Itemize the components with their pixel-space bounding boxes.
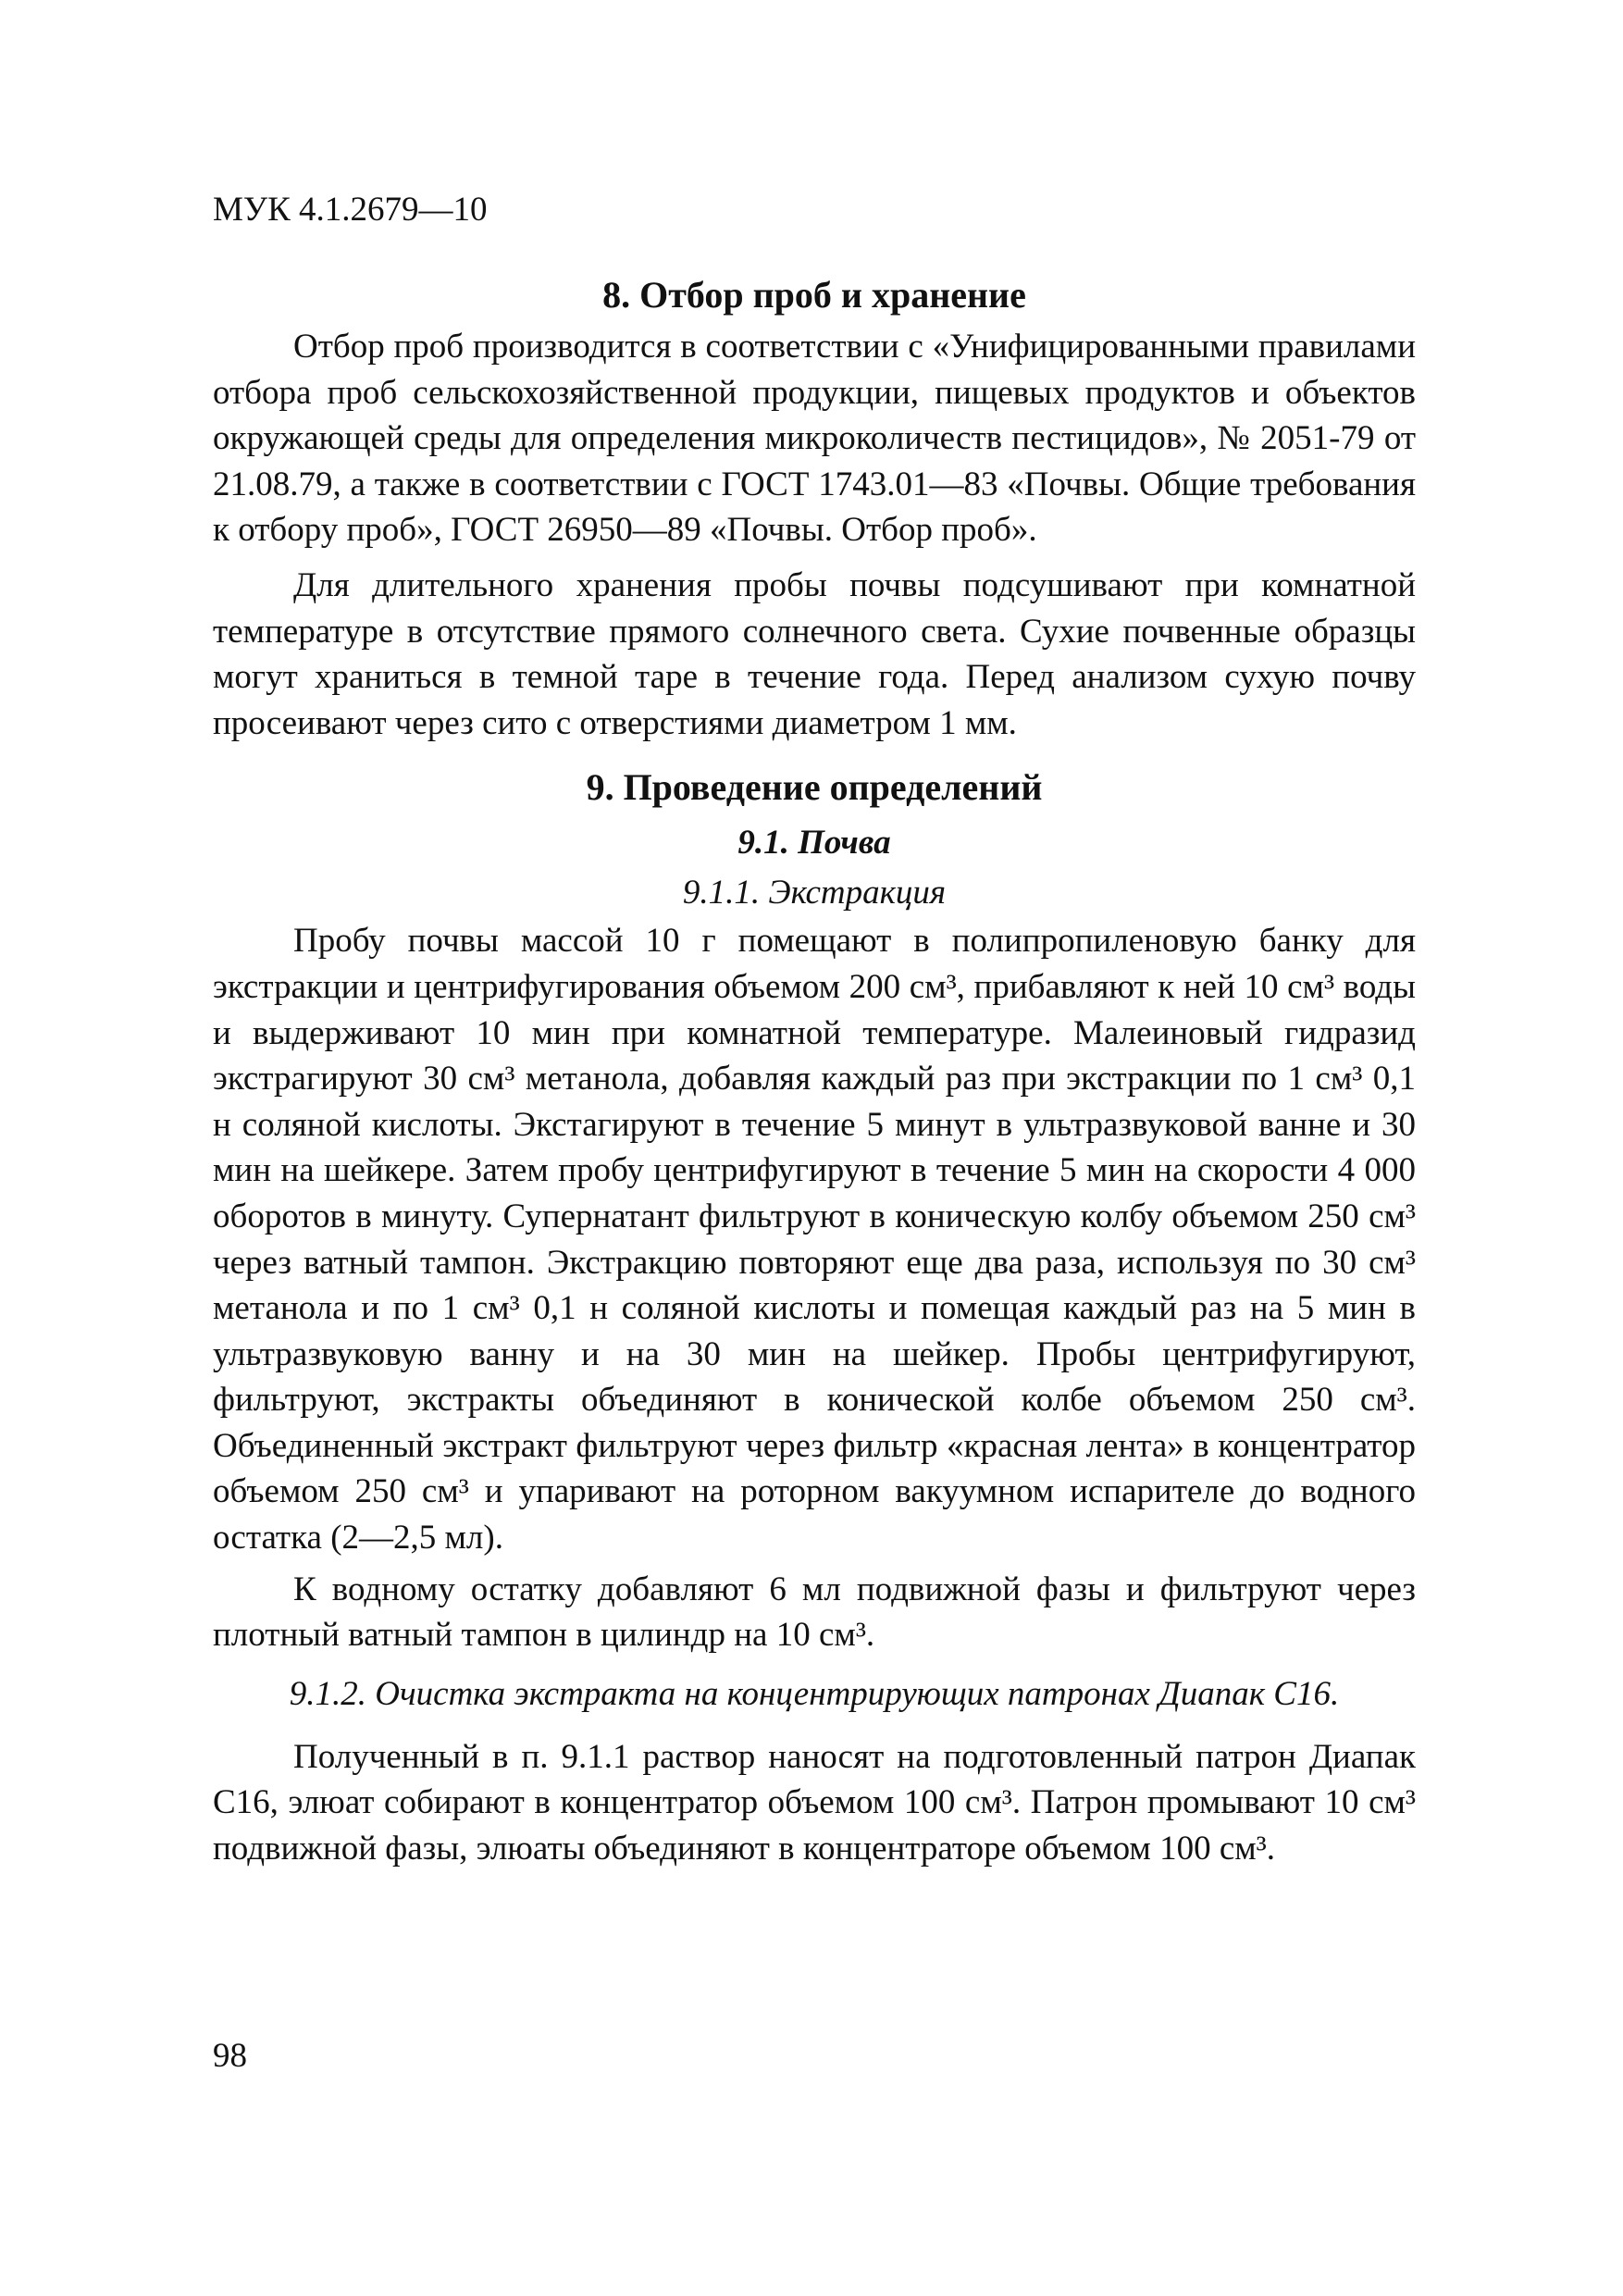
section-8-heading: 8. Отбор проб и хранение (602, 274, 1026, 316)
page-content (213, 270, 1416, 1872)
subsection-9-1-heading: 9.1. Почва (737, 824, 891, 863)
section-9-heading: 9. Проведение определений (586, 766, 1043, 809)
document-code: МУК 4.1.2679—10 (213, 191, 488, 229)
section-8-paragraph-2: Для длительного хранения пробы почвы подсушивают при комнатной температуре в отсутствие прямого солнечного света. Сухие почвенные образцы могут храниться в темной таре в течение года. Перед анализом сухую почву просеивают через сито с отверстиями диаметром 1 мм. (213, 565, 1416, 742)
subsection-9-1-1-heading: 9.1.1. Экстракция (682, 874, 947, 912)
subsection-9-1-1-paragraph-1: Пробу почвы массой 10 г помещают в полипропиленовую банку для экстракции и центрифугирования объемом 200 см³, прибавляют к ней 10 см³ воды и выдерживают 10 мин при комнатной температуре. Малеиновый гидразид экстрагируют 30 см³ метанола, добавляя каждый раз при экстракции по 1 см³ 0,1 н соляной кислоты. Экстагируют в течение 5 минут в ультразвуковой ванне и 30 мин на шейкере. Затем пробу центрифугируют в течение 5 мин на скорости 4 000 оборотов в минуту. Супернатант фильтруют в коническую колбу объемом 250 см³ через ватный тампон. Экстракцию повторяют еще два раза, используя по 30 см³ метанола и по 1 см³ 0,1 н соляной кислоты и помещая каждый раз на 5 мин в ультразвуковую ванну и на 30 мин на шейкер. Пробы центрифугируют, фильтруют, экстракты объединяют в конической колбе объемом 250 см³. Объединенный экстракт фильтруют через фильтр «красная лента» в концентратор объемом 250 см³ и упаривают на роторном вакуумном испарителе до водного остатка (2—2,5 мл). (213, 922, 1416, 1558)
section-8-paragraph-1: Отбор проб производится в соответствии с «Унифицированными правилами отбора проб сельскохозяйственной продукции, пищевых продуктов и объектов окружающей среды для определения микроколичеств пестицидов», № 2051-79 от 21.08.79, а также в соответствии с ГОСТ 1743.01—83 «Почвы. Общие требования к отбору проб», ГОСТ 26950—89 «Почвы. Отбор проб». (213, 328, 1416, 550)
subsection-9-1-2-paragraph-1: Полученный в п. 9.1.1 раствор наносят на подготовленный патрон Диапак С16, элюат собирают в концентратор объемом 100 см³. Патрон промывают 10 см³ подвижной фазы, элюаты объединяют в концентраторе объемом 100 см³. (213, 1737, 1416, 1868)
page-number: 98 (213, 2037, 247, 2075)
document-page (213, 0, 1416, 2296)
subsection-9-1-2-heading: 9.1.2. Очистка экстракта на концентрирующих патронах Диапак С16. (289, 1674, 1340, 1713)
subsection-9-1-1-paragraph-2: К водному остатку добавляют 6 мл подвижной фазы и фильтруют через плотный ватный тампон в цилиндр на 10 см³. (213, 1570, 1416, 1655)
